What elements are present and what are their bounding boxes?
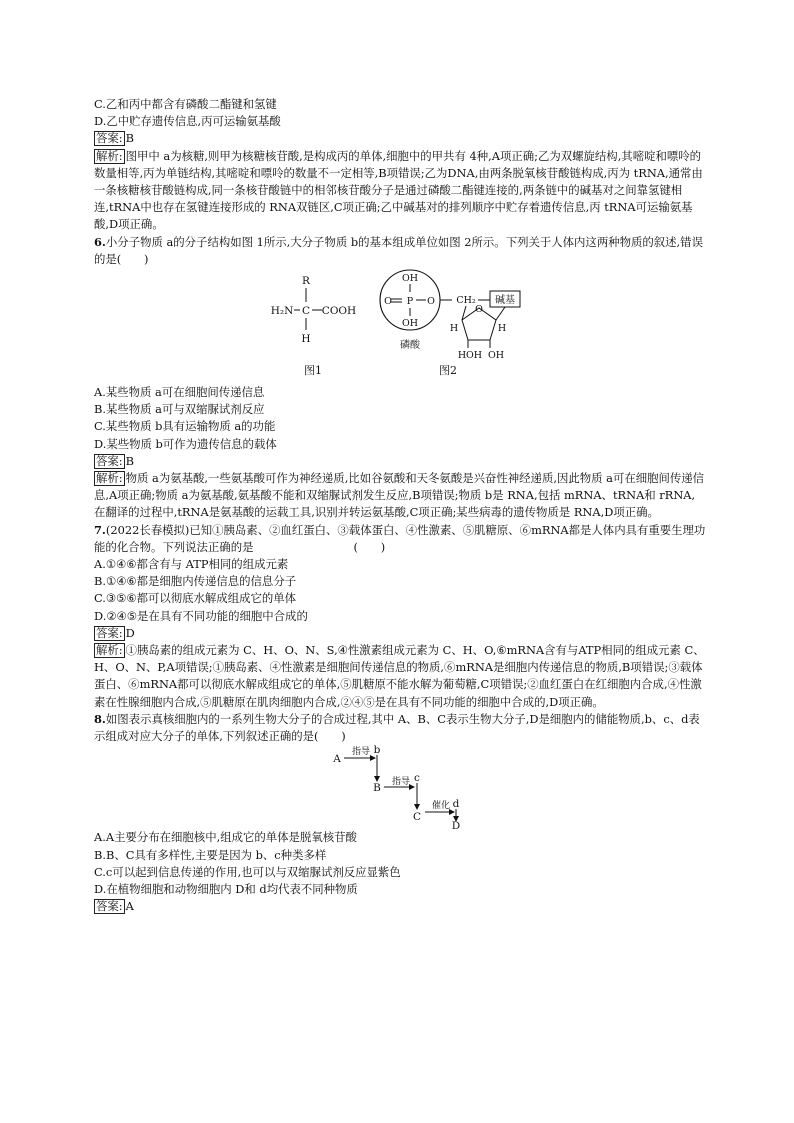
question-text: 如图表示真核细胞内的一系列生物大分子的合成过程,其中 A、B、C表示生物大分子,D是细胞内的储能物质,b、c、d表示组成对应大分子的单体,下列叙述正确的是( ) xyxy=(94,711,700,744)
fig2-h-right: H xyxy=(497,323,507,335)
analysis-text: ①胰岛素的组成元素为 C、H、O、N、S,④性激素组成元素为 C、H、O,⑥mRNA含有与ATP相同的组成元素 C、H、O、N、P,A项错误;①胰岛素、④性激素是细胞间传递信息的物质,⑥mRNA是细胞内传递信息的物质,B项错误;③载体蛋白、⑥mRNA都可以彻底水解成组成它的单体,⑤肌糖原不能水解为葡萄糖,C项错误;②血红蛋白在红细胞内合成,④性激素在性腺细胞内合成,⑤肌糖原在肌肉细胞内合成,②④⑤是在具有不同功能的细胞中合成的,D项正确。 xyxy=(94,643,705,709)
q6-option-b: B.某些物质 a可与双缩脲试剂反应 xyxy=(94,402,265,417)
q6-option-a: A.某些物质 a可在细胞间传递信息 xyxy=(94,385,265,400)
fig1-cooh: COOH xyxy=(321,305,357,318)
fig2-base: 碱基 xyxy=(495,295,515,307)
q7-option-a: A.①④⑥都含有与 ATP相同的组成元素 xyxy=(94,557,289,572)
q6-option-c: C.某些物质 b具有运输物质 a的功能 xyxy=(94,419,276,434)
q5-answer xyxy=(94,130,706,147)
question-number: 7. xyxy=(94,522,106,537)
fig2-phosphate-label: 磷酸 xyxy=(400,340,420,352)
q8-option-b: B.B、C具有多样性,主要是因为 b、c种类多样 xyxy=(94,847,327,862)
node-B: B xyxy=(373,782,381,795)
fig1-caption: 图1 xyxy=(304,364,322,378)
answer-value: B xyxy=(125,453,134,468)
analysis-text: 图甲中 a为核糖,则甲为核糖核苷酸,是构成丙的单体,细胞中的甲共有 4种,A项正确;乙为双螺旋结构,其嘧啶和嘌呤的数量相等,丙为单链结构,其嘧啶和嘌呤的数量不一定相等,B项错误;乙为DNA,由两条脱氧核苷酸链构成,丙为 tRNA,通常由一条核糖核苷酸链构成,同一条核苷酸链中的相邻核苷酸分子是通过磷酸二酯键连接的,两条链中的碱基对之间靠氢键相连,tRNA中也存在氢键连接形成的 RNA双链区,C项正确;乙中碱基对的排列顺序中贮存着遗传信息,丙 tRNA可运输氨基酸,D项正确。 xyxy=(94,148,703,232)
fig2-h-bottom: H xyxy=(457,350,467,362)
fig2-oh-left: OH xyxy=(465,350,483,362)
q5-option-d: D.乙中贮存遗传信息,丙可运输氨基酸 xyxy=(94,114,281,129)
q6-analysis xyxy=(94,470,706,522)
analysis-label: 解析: xyxy=(96,471,123,486)
fig2-oh-bottom: OH xyxy=(401,318,419,330)
q6-figures xyxy=(94,268,706,384)
q7-option-d: D.②④⑤是在具有不同功能的细胞中合成的 xyxy=(94,608,308,623)
node-D: D xyxy=(451,820,461,830)
fig2-oh-right: OH xyxy=(487,350,505,362)
answer-label: 答案: xyxy=(96,899,123,914)
question-paren: ( ) xyxy=(353,539,386,554)
molecule-figures xyxy=(94,268,706,384)
node-b: b xyxy=(373,745,381,757)
node-C: C xyxy=(412,811,422,824)
q8-stem xyxy=(94,711,706,745)
answer-label: 答案: xyxy=(96,131,123,146)
q7-analysis xyxy=(94,642,706,711)
analysis-label: 解析: xyxy=(96,643,123,658)
q6-stem xyxy=(94,234,706,268)
node-d: d xyxy=(452,798,460,811)
q5-analysis xyxy=(94,148,706,234)
label-guide-1: 指导 xyxy=(351,747,371,758)
synthesis-diagram xyxy=(94,745,706,829)
node-A: A xyxy=(333,753,341,766)
label-catalyze: 催化 xyxy=(431,801,451,812)
answer-value: B xyxy=(125,131,134,146)
fig2-oh-top: OH xyxy=(401,273,419,285)
q8-diagram xyxy=(94,745,706,829)
q7-option-c: C.③⑤⑥都可以彻底水解成组成它的单体 xyxy=(94,591,297,606)
answer-value: A xyxy=(125,899,134,914)
node-c: c xyxy=(414,772,420,785)
document-page xyxy=(94,96,706,915)
q8-option-c: C.c可以起到信息传递的作用,也可以与双缩脲试剂反应显紫色 xyxy=(94,864,401,879)
label-guide-2: 指导 xyxy=(391,777,411,788)
fig2-ring-o: O xyxy=(475,304,483,316)
fig2-caption: 图2 xyxy=(439,364,457,378)
q7-option-b: B.①④⑥都是细胞内传递信息的信息分子 xyxy=(94,574,297,589)
q6-option-d: D.某些物质 b可作为遗传信息的载体 xyxy=(94,436,277,451)
fig2-ch2: CH₂ xyxy=(456,295,476,307)
question-number: 8. xyxy=(94,711,106,726)
analysis-text: 物质 a为氨基酸,一些氨基酸可作为神经递质,比如谷氨酸和天冬氨酸是兴奋性神经递质,因此物质 a可在细胞间传递信息,A项正确;物质 a为氨基酸,氨基酸不能和双缩脲试剂发生反应,B项错误;物质 b是 RNA,包括 mRNA、tRNA和 rRNA,在翻译的过程中,tRNA是氨基酸的运载工具,识别并转运氨基酸,C项正确;某些病毒的遗传物质是 RNA,D项正确。 xyxy=(94,471,705,520)
q8-option-d: D.在植物细胞和动物细胞内 D和 d均代表不同种物质 xyxy=(94,881,358,896)
fig1-h: H xyxy=(301,333,311,346)
q7-stem xyxy=(94,522,706,556)
q6-answer xyxy=(94,453,706,470)
question-text: 小分子物质 a的分子结构如图 1所示,大分子物质 b的基本组成单位如图 2所示。下列关于人体内这两种物质的叙述,错误的是( ) xyxy=(94,234,703,266)
q8-answer xyxy=(94,898,706,915)
analysis-label: 解析: xyxy=(96,148,123,163)
answer-value: D xyxy=(125,625,135,640)
answer-label: 答案: xyxy=(96,453,123,468)
fig2-o-left: O xyxy=(384,296,392,308)
fig1-h2n: H₂N xyxy=(270,305,294,318)
fig1-c: C xyxy=(301,305,311,318)
answer-label: 答案: xyxy=(96,625,123,640)
figure-2-nucleotide xyxy=(380,270,520,377)
fig1-r: R xyxy=(302,275,310,288)
q7-answer xyxy=(94,625,706,642)
fig2-o-right: O xyxy=(427,296,435,308)
question-number: 6. xyxy=(94,234,106,249)
question-text: (2022长春模拟)已知①胰岛素、②血红蛋白、③载体蛋白、④性激素、⑤肌糖原、⑥mRNA都是人体内具有重要生理功能的化合物。下列说法正确的是 xyxy=(94,522,706,554)
fig2-h-left: H xyxy=(449,323,459,335)
q5-option-c: C.乙和丙中都含有磷酸二酯键和氢键 xyxy=(94,97,277,111)
q8-option-a: A.A主要分布在细胞核中,组成它的单体是脱氧核苷酸 xyxy=(94,830,357,845)
fig2-p: P xyxy=(406,296,414,308)
figure-1-amino-acid xyxy=(271,275,356,377)
